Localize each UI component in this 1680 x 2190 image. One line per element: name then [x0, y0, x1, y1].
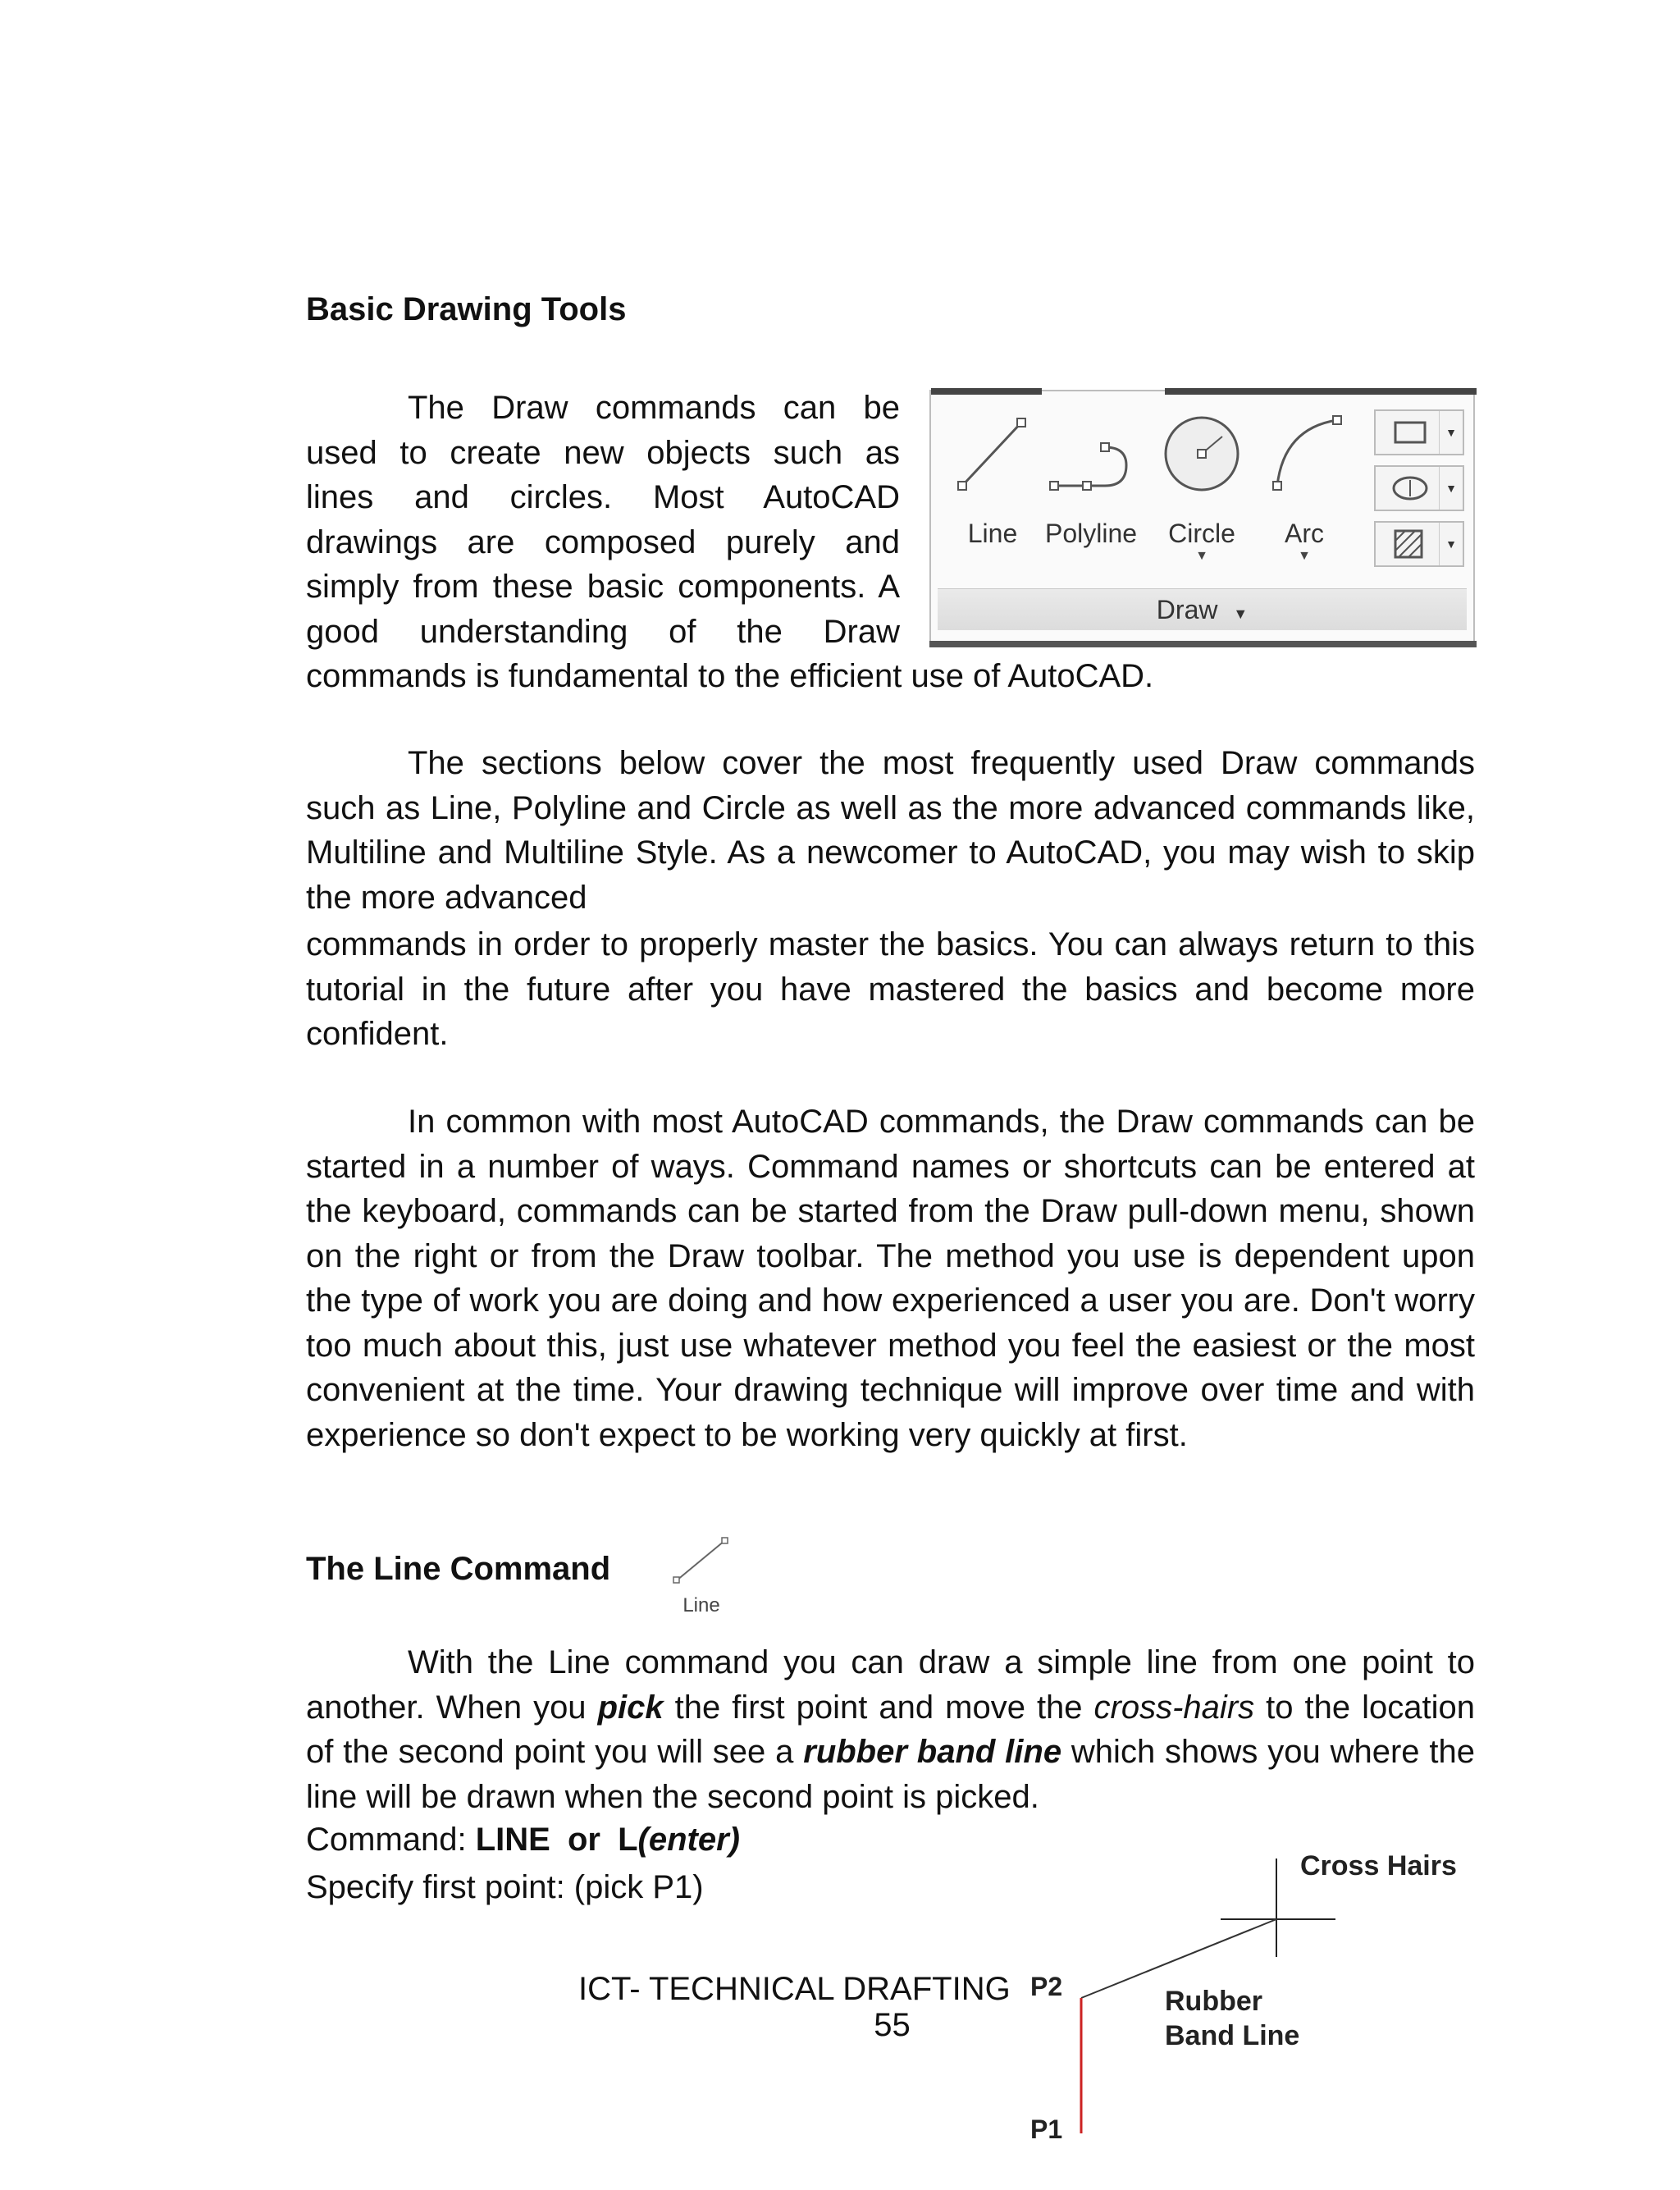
- hatch-icon: [1376, 523, 1441, 565]
- para1-line-3: lines and circles. Most AutoCAD: [306, 479, 900, 515]
- chevron-down-icon[interactable]: ▼: [1439, 523, 1463, 565]
- paragraph-2-text: The sections below cover the most frequently used Draw commands such as Line, Polyline and Circle as well as the more advanced commands like, Multiline and Multiline Style. As a newcomer to AutoCAD, you may wish to skip the more advanced: [306, 745, 1475, 916]
- ribbon-circle-tool[interactable]: [1153, 408, 1251, 572]
- draw-ribbon-panel: [929, 390, 1475, 642]
- chevron-down-icon[interactable]: ▼: [1439, 411, 1463, 454]
- rectangle-button[interactable]: [1374, 409, 1464, 455]
- command-prefix: Command:: [306, 1822, 476, 1858]
- line-para-d: which shows you where the line will be drawn when the second point is picked.: [306, 1734, 1475, 1815]
- paragraph-3-text: In common with most AutoCAD commands, the Draw commands can be started in a number of ways. Command names or shortcuts can be entered at the keyboard, commands can be started from the Draw pull-down menu, shown on the right or from the Draw toolbar. The method you use is dependent upon the type of work you are doing and how experienced a user you are. Don't worry too much about this, just use whatever method you feel the easiest or the most convenient at the time. Your drawing technique will improve over time and with experience so don't expect to be working very quickly at first.: [306, 1104, 1475, 1453]
- paragraph-3: [306, 1100, 1475, 1457]
- chevron-down-icon[interactable]: ▼: [1439, 467, 1463, 510]
- line-para-c: to the location of the second point you will see a: [306, 1689, 1475, 1770]
- para1-line-5: simply from these basic components. A: [306, 569, 900, 605]
- rubber-band-emphasis: rubber band line: [803, 1734, 1062, 1770]
- cross-hairs-emphasis: cross-hairs: [1093, 1689, 1255, 1726]
- point-p2-label: P2: [1030, 1972, 1063, 2001]
- circle-icon: [1153, 408, 1251, 506]
- ribbon-arc-label: Arc: [1285, 519, 1324, 548]
- rubber-band-diagram: [1017, 1850, 1477, 2179]
- para1-line-4: drawings are composed purely and: [306, 523, 900, 560]
- line-tool-thumbnail: [669, 1533, 734, 1619]
- arc-icon: [1259, 408, 1349, 506]
- ellipse-button[interactable]: [1374, 465, 1464, 511]
- draw-panel-label: Draw: [1156, 595, 1218, 624]
- ellipse-icon: [1376, 467, 1441, 510]
- polyline-icon: [1038, 408, 1144, 506]
- para1-line-2: used to create new objects such as: [306, 434, 900, 471]
- para1-line-6: good understanding of the Draw: [306, 613, 900, 650]
- rectangle-icon: [1376, 411, 1441, 454]
- command-line: [306, 1822, 740, 1859]
- section-heading-line-command: The Line Command: [306, 1551, 611, 1587]
- chevron-down-icon[interactable]: ▼: [1195, 549, 1208, 563]
- specify-first-point-line: Specify first point: (pick P1): [306, 1869, 704, 1905]
- footer-title: ICT- TECHNICAL DRAFTING: [578, 1971, 1011, 2007]
- command-name: LINE or L: [475, 1822, 638, 1858]
- command-enter: (enter): [637, 1822, 740, 1858]
- line-icon: [669, 1533, 734, 1590]
- rubber-label-2: Band Line: [1165, 2020, 1300, 2051]
- point-p1-label: P1: [1030, 2115, 1063, 2144]
- paragraph-2: [306, 741, 1475, 920]
- draw-panel-title-bar[interactable]: [938, 588, 1467, 630]
- para1-line-7: commands is fundamental to the efficient use of AutoCAD.: [306, 658, 1154, 694]
- line-command-paragraph: [306, 1640, 1475, 1819]
- ribbon-circle-label: Circle: [1168, 519, 1235, 548]
- section-heading-basic-drawing-tools: Basic Drawing Tools: [306, 291, 627, 327]
- ribbon-polyline-tool[interactable]: [1038, 408, 1144, 572]
- cross-hairs-label: Cross Hairs: [1300, 1850, 1457, 1881]
- rubber-label-1: Rubber: [1165, 1986, 1262, 2017]
- ribbon-line-label: Line: [967, 519, 1018, 548]
- paragraph-2b: commands in order to properly master the basics. You can always return to this tutorial in the future after you have mastered the basics and become more confident.: [306, 926, 1475, 1052]
- line-para-a: With the Line command you can draw a simple line from one point to another. When you: [306, 1644, 1475, 1726]
- line-tool-thumbnail-label: Line: [682, 1594, 720, 1616]
- page-number: 55: [874, 2007, 911, 2043]
- line-icon: [947, 408, 1038, 506]
- ribbon-arc-tool[interactable]: [1259, 408, 1349, 572]
- ribbon-polyline-label: Polyline: [1044, 519, 1138, 548]
- ribbon-line-tool[interactable]: [947, 408, 1038, 572]
- hatch-button[interactable]: [1374, 521, 1464, 567]
- pick-emphasis: pick: [597, 1689, 664, 1726]
- line-para-b: the first point and move the: [663, 1689, 1094, 1726]
- para1-line-1: The Draw commands can be: [408, 390, 900, 426]
- chevron-down-icon[interactable]: ▼: [1298, 549, 1311, 563]
- chevron-down-icon: ▼: [1233, 606, 1249, 622]
